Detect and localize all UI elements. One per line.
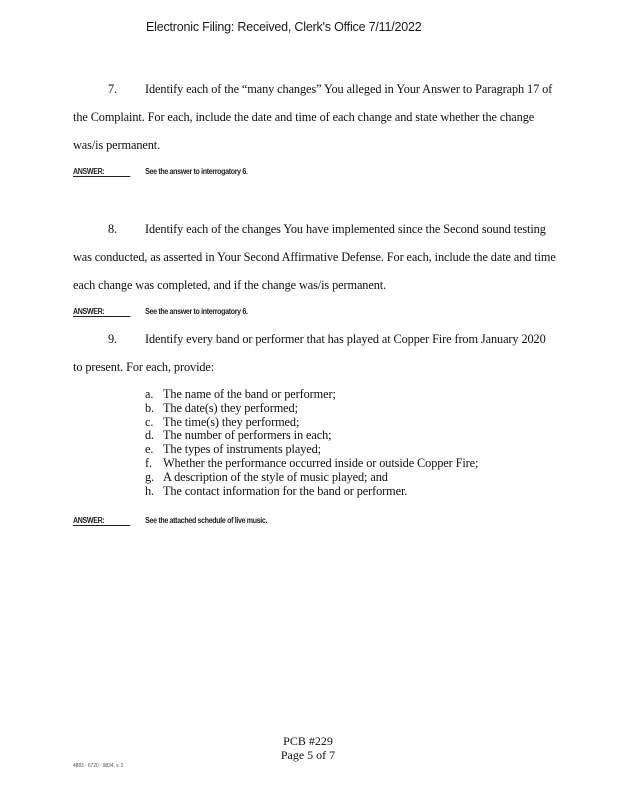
item-7-number: 7. [108,82,118,96]
item-8-line-1: Identify each of the changes You have implemented since the Second sound testing [145,222,546,236]
item-8-number: 8. [108,222,118,236]
electronic-filing-stamp: Electronic Filing: Received, Clerk's Office 7/11/2022 [146,20,422,34]
answer-label: ANSWER: [73,515,130,526]
item-7-line-1: Identify each of the “many changes” You alleged in Your Answer to Paragraph 17 of [145,82,553,96]
answer-7 [73,166,248,177]
list-item: a. The name of the band or performer; [145,387,336,401]
item-7-line-3: was/is permanent. [73,138,161,152]
item-7-line-2: the Complaint. For each, include the date and time of each change and state whether the change [73,110,535,124]
item-8-line-3: each change was completed, and if the change was/is permanent. [73,278,387,292]
list-item: h. The contact information for the band or performer. [145,483,408,498]
answer-text: See the answer to interrogatory 6. [145,306,248,316]
answer-text: See the attached schedule of live music. [145,515,268,525]
answer-9 [73,515,267,526]
answer-8 [73,306,248,317]
item-8-line-2: was conducted, as asserted in Your Second Affirmative Defense. For each, include the date and time [73,250,556,264]
case-number: PCB #229 [283,734,333,748]
document-id: 4883 · 6720 · 9834, v. 2 [73,763,124,769]
item-9-line-2: to present. For each, provide: [73,360,215,374]
item-9-number: 9. [108,332,118,346]
answer-label: ANSWER: [73,166,130,177]
answer-label: ANSWER: [73,306,130,317]
item-9-sublist [145,388,478,498]
list-item: d. The number of performers in each; [145,428,332,443]
list-item: f. Whether the performance occurred inside or outside Copper Fire; [145,455,479,470]
page-number: Page 5 of 7 [280,748,336,762]
answer-text: See the answer to interrogatory 6. [145,166,248,176]
item-9-line-1: Identify every band or performer that has played at Copper Fire from January 2020 [145,332,546,346]
list-item: c. The time(s) they performed; [145,414,300,429]
list-item: b. The date(s) they performed; [145,400,298,415]
list-item: g. A description of the style of music played; and [145,469,388,484]
list-item: e. The types of instruments played; [145,442,321,457]
